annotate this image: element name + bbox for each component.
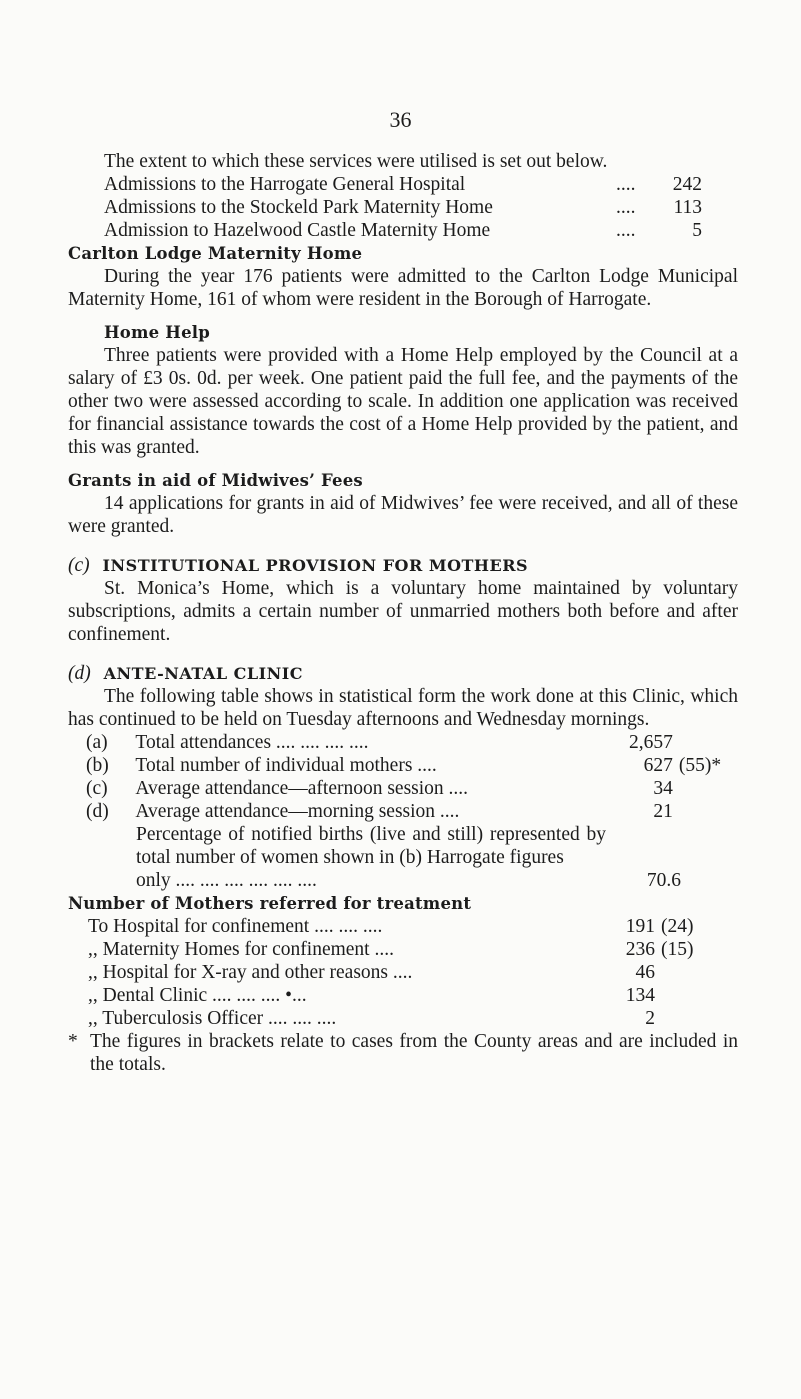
stat-letter: (b) [86,755,109,776]
referred-label: ,, Dental Clinic .... .... .... •... [88,985,307,1006]
referred-row [68,938,738,961]
admission-label: Admission to Hazelwood Castle Maternity Home [104,220,491,241]
footnote [68,1030,738,1076]
stat-letter: (a) [86,732,108,753]
referred-label: ,, Tuberculosis Officer .... .... .... [88,1008,337,1029]
leader-dots: .... [616,197,636,218]
intro-paragraph: The extent to which these services were utilised is set out below. [104,151,608,172]
leader-dots: .... [616,220,636,241]
stat-row [68,777,738,800]
referred-row [68,1007,738,1030]
section-letter: (c) [68,555,90,576]
percentage-text: Percentage of notified births (live and still) represented by total number of women shown in (b) Harrogate figures [136,824,606,868]
stat-label: Average attendance—afternoon session .... [135,778,469,799]
referred-label: ,, Maternity Homes for confinement .... [88,939,394,960]
grants-paragraph: 14 applications for grants in aid of Midwives’ fee were received, and all of these were granted. [68,493,738,537]
percentage-value: 70.6 [646,870,681,891]
stat-label: Total number of individual mothers .... [135,755,437,776]
carlton-heading: Carlton Lodge Maternity Home [68,244,363,263]
stat-letter: (d) [86,801,109,822]
admission-label: Admissions to the Stockeld Park Maternity Home [104,197,493,218]
percentage-block [68,823,738,892]
admissions-list [68,173,738,242]
referred-row [68,915,738,938]
stat-extra: (55)* [678,755,722,776]
grants-heading: Grants in aid of Midwives’ Fees [68,471,363,490]
antenatal-heading [68,662,738,685]
antenatal-paragraph: The following table shows in statistical form the work done at this Clinic, which has continued to be held on Tuesday afternoons and Wednesday mornings. [68,686,738,730]
page-body [68,150,738,1076]
percentage-row [86,869,738,892]
stat-row [68,754,738,777]
admission-row [68,196,738,219]
referred-value: 46 [635,962,655,983]
referred-heading: Number of Mothers referred for treatment [68,894,472,913]
admission-value: 113 [673,197,702,218]
antenatal-stats [68,731,738,892]
home-help-paragraph: Three patients were provided with a Home Help employed by the Council at a salary of £3 0s. 0d. per week. One patient paid the full fee, and the payments of the other two were assessed according to scale. In addition one application was received for financial assistance towards the cost of a Home Help provided by the patient, and this was granted. [68,345,738,458]
stat-label: Total attendances .... .... .... .... [135,732,369,753]
stat-row [68,800,738,823]
admission-row [68,219,738,242]
carlton-paragraph: During the year 176 patients were admitted to the Carlton Lodge Municipal Maternity Home, 161 of whom were resident in the Borough of Harrogate. [68,266,738,310]
admission-value: 5 [692,220,702,241]
stat-label: Average attendance—morning session .... [135,801,460,822]
referred-label: To Hospital for confinement .... .... .... [88,916,383,937]
referred-extra: (24) [661,916,694,937]
referred-row [68,984,738,1007]
institutional-heading [68,554,738,577]
referred-value: 236 [625,939,655,960]
referred-value: 191 [625,916,655,937]
footnote-text: The figures in brackets relate to cases from the County areas and are included in the totals. [90,1031,738,1075]
stat-value: 627 [643,755,673,776]
referred-value: 134 [625,985,655,1006]
leader-dots: .... [616,174,636,195]
percentage-last-line: only .... .... .... .... .... .... [136,870,317,891]
stat-value: 2,657 [628,732,673,753]
stat-letter: (c) [86,778,108,799]
section-letter: (d) [68,663,91,684]
referred-row [68,961,738,984]
stat-row [68,731,738,754]
institutional-paragraph: St. Monica’s Home, which is a voluntary home maintained by voluntary subscriptions, admits a certain number of unmarried mothers both before and after confinement. [68,578,738,645]
referred-label: ,, Hospital for X-ray and other reasons .... [88,962,413,983]
stat-value: 21 [653,801,673,822]
referred-value: 2 [645,1008,655,1029]
referred-list [68,915,738,1030]
page-number: 36 [389,107,412,132]
admission-label: Admissions to the Harrogate General Hospital [104,174,466,195]
admission-row [68,173,738,196]
footnote-star: * [68,1031,78,1052]
section-title: ANTE-NATAL CLINIC [103,664,303,683]
stat-value: 34 [653,778,673,799]
referred-extra: (15) [661,939,694,960]
admission-value: 242 [672,174,702,195]
section-title: INSTITUTIONAL PROVISION FOR MOTHERS [102,556,529,575]
home-help-heading: Home Help [104,323,210,342]
